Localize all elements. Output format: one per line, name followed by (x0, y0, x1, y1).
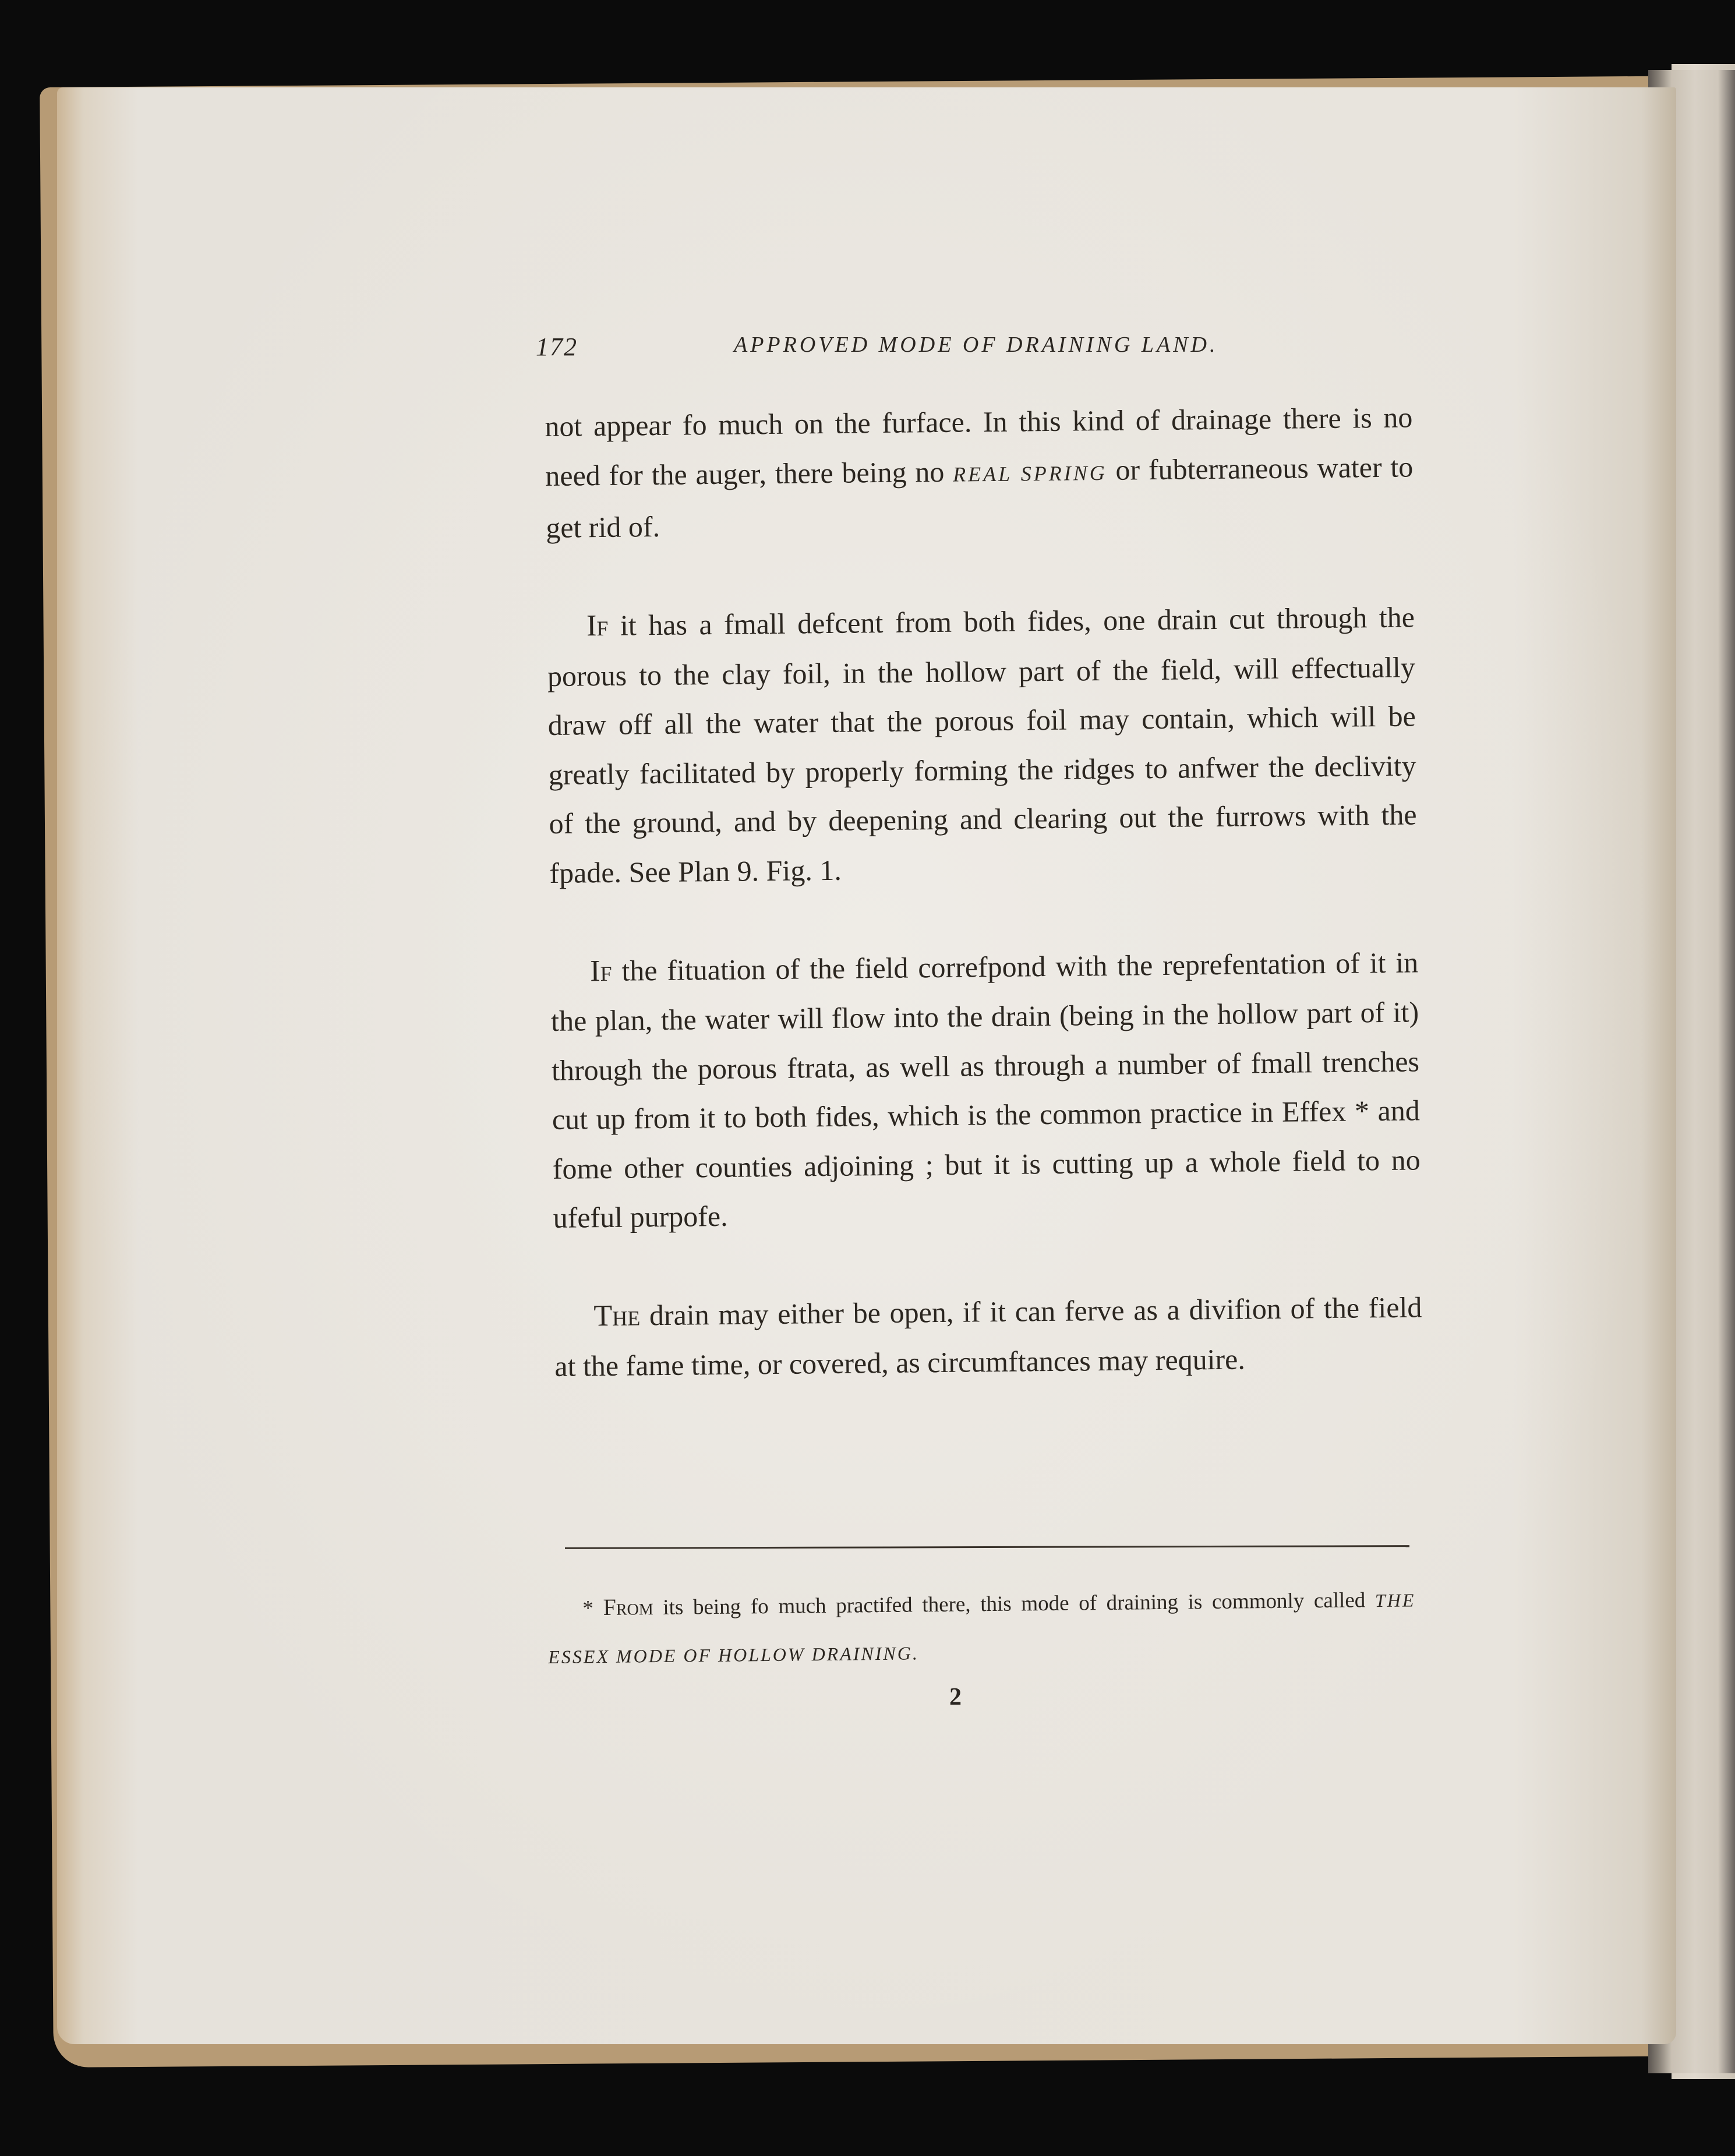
footnote-marker: * (582, 1596, 603, 1621)
paragraph-3-text: the fituation of the field correfpond with the reprefentation of it in the plan, the water will flow into the drain (being in the hollow part of it) through the porous ftrata, as well as through a number of fmall trenches cut up from it to both fides, which is the common practice in Effex * and fome other counties adjoining ; but it is cutting up a whole field to no ufeful purpofe. (550, 945, 1420, 1234)
paragraph-2 (547, 592, 1418, 897)
paragraph-2-lead: If (586, 609, 609, 643)
paragraph-1-tail: or fubterraneous water to get rid of. (545, 450, 1414, 544)
running-head: APPROVED MODE OF DRAINING LAND. (734, 333, 1218, 357)
paragraph-1-emphasis: REAL SPRING (952, 461, 1107, 486)
paragraph-4-lead: The (593, 1299, 641, 1333)
paragraph-4 (554, 1282, 1423, 1391)
paragraph-2-text: it has a fmall defcent from both fides, one drain cut through the porous to the clay foil, in the hollow part of the field, will effectually draw off all the water that the porous foil may contain, which will be greatly facilitated by properly forming the ridges to anfwer the declivity of the ground, and by deepening and clearing out the furrows with the fpade. See Plan 9. Fig. 1. (547, 600, 1417, 889)
page-number: 172 (536, 333, 578, 361)
footnote-text: its being fo much practifed there, this mode of draining is commonly called (653, 1588, 1376, 1620)
body-text (545, 393, 1423, 1391)
footnote-emphasis: THE ESSEX MODE OF HOLLOW DRAINING. (548, 1589, 1416, 1667)
footnote (547, 1575, 1416, 1681)
page-header (536, 332, 1223, 367)
footnote-lead: From (603, 1593, 653, 1620)
paragraph-1-text: not appear fo much on the furface. In this kind of drainage there is no need for the auger, there being no (545, 401, 1413, 492)
paragraph-1 (545, 393, 1414, 552)
paragraph-4-text: drain may either be open, if it can ferve as a divifion of the field at the fame time, or covered, as circumftances may require. (554, 1291, 1422, 1383)
paragraph-3 (550, 938, 1421, 1243)
paragraph-3-lead: If (589, 954, 612, 988)
signature-mark: 2 (949, 1684, 962, 1710)
